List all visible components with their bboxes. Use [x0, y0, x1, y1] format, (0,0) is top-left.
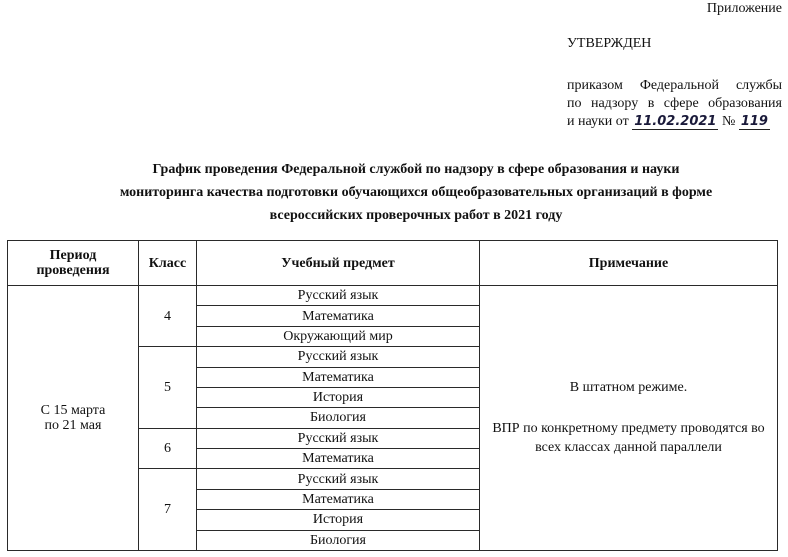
grade-cell: 4 [139, 286, 197, 347]
order-reference [567, 77, 782, 131]
order-date: 11.02.2021 [634, 114, 717, 129]
approved-label: УТВЕРЖДЕН [567, 36, 652, 51]
subject-cell: История [197, 510, 480, 530]
subject-cell: Русский язык [197, 469, 480, 489]
title-line: мониторинга качества подготовки обучающихся общеобразовательных организаций в форме [119, 185, 713, 200]
subject-cell: Математика [197, 449, 480, 469]
order-line-2: по надзору в сфере образования [567, 96, 782, 111]
header-period: Период проведения [8, 241, 139, 286]
title-line: всероссийских проверочных работ в 2021 году [269, 208, 563, 223]
grade-cell: 6 [139, 428, 197, 469]
appendix-label: Приложение [706, 1, 782, 16]
order-number-label: № [721, 114, 736, 129]
table-row [8, 286, 778, 306]
order-number: 119 [740, 114, 768, 129]
subject-cell: Окружающий мир [197, 326, 480, 346]
table-header-row [8, 241, 778, 286]
note-text: В штатном режиме. [569, 379, 688, 395]
period-text: С 15 марта по 21 мая [40, 403, 106, 433]
order-prefix: и науки от [567, 114, 629, 129]
subject-cell: Биология [197, 530, 480, 551]
header-subject: Учебный предмет [197, 241, 480, 286]
subject-cell: Русский язык [197, 347, 480, 367]
title-line: График проведения Федеральной службой по надзору в сфере образования и науки [152, 162, 680, 177]
document-title [60, 158, 772, 227]
subject-cell: Математика [197, 367, 480, 387]
grade-cell: 7 [139, 469, 197, 551]
subject-cell: Русский язык [197, 286, 480, 306]
subject-cell: Математика [197, 489, 480, 509]
note-text: ВПР по конкретному предмету проводятся во всех классах данной параллели [492, 420, 765, 455]
subject-cell: Биология [197, 408, 480, 428]
note-cell [480, 286, 778, 551]
grade-cell: 5 [139, 347, 197, 429]
subject-cell: История [197, 387, 480, 407]
order-line-3 [567, 113, 782, 131]
period-cell [8, 286, 139, 551]
schedule-table [7, 240, 778, 551]
order-line-1: приказом Федеральной службы [567, 78, 782, 93]
subject-cell: Русский язык [197, 428, 480, 448]
header-note: Примечание [480, 241, 778, 286]
subject-cell: Математика [197, 306, 480, 326]
header-grade: Класс [139, 241, 197, 286]
